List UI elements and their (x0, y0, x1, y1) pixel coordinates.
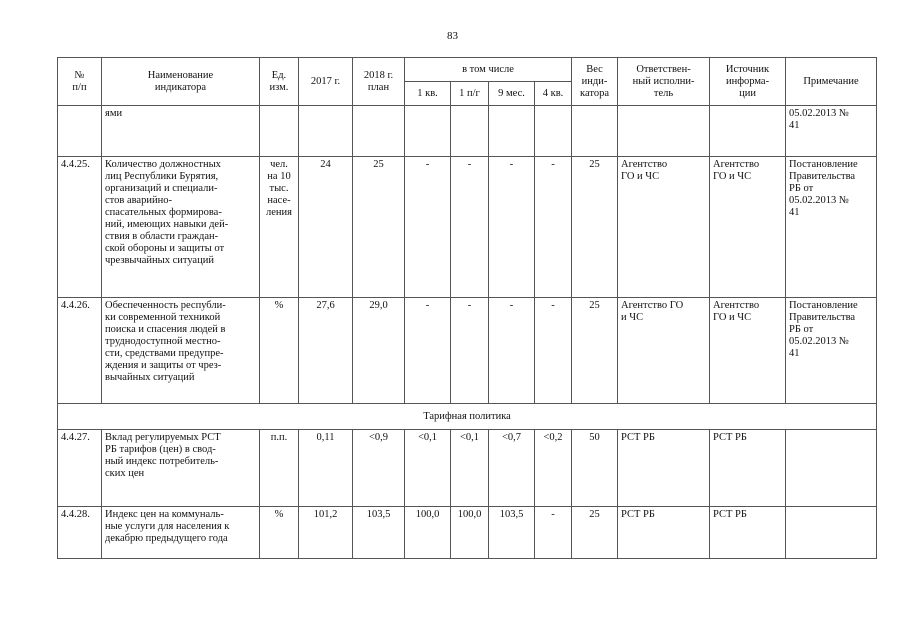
page-number: 83 (447, 30, 458, 42)
cell-source: Агентство ГО и ЧС (710, 298, 786, 404)
cell-q1: 100,0 (405, 507, 451, 559)
cell-source: РСТ РБ (710, 507, 786, 559)
cell-responsible: Агентство ГО и ЧС (618, 157, 710, 298)
header-weight: Вес инди- катора (572, 58, 618, 106)
cell-note: Постановление Правительства РБ от 05.02.2013 № 41 (786, 298, 877, 404)
cell-note: 05.02.2013 № 41 (786, 106, 877, 157)
cell-weight: 50 (572, 430, 618, 507)
cell-9m: <0,7 (489, 430, 535, 507)
cell-name: Вклад регулируемых РСТ РБ тарифов (цен) в свод- ный индекс потребитель- ских цен (102, 430, 260, 507)
cell-9m: - (489, 157, 535, 298)
cell-note: Постановление Правительства РБ от 05.02.2013 № 41 (786, 157, 877, 298)
cell-name: Индекс цен на коммуналь- ные услуги для населения к декабрю предыдущего года (102, 507, 260, 559)
cell-number: 4.4.28. (58, 507, 102, 559)
cell-2017: 0,11 (299, 430, 353, 507)
table-row (58, 430, 877, 507)
cell-number: 4.4.27. (58, 430, 102, 507)
section-row (58, 404, 877, 430)
cell-name: Обеспеченность республи- ки современной техникой поиска и спасения людей в труднодоступной местно- сти, средствами предупре- ждения и защиты от чрез- вычайных ситуаций (102, 298, 260, 404)
cell-name: Количество должностных лиц Республики Бурятия, организаций и специали- стов аварийно- спасательных формирова- ний, имеющих навыки дей- ствия в области граждан- ской обороны и защиты от чрезвычайных ситуаций (102, 157, 260, 298)
table-row (58, 298, 877, 404)
cell-q1: - (405, 157, 451, 298)
cell-q4: - (535, 157, 572, 298)
cell-2018: <0,9 (353, 430, 405, 507)
cell-name: ями (102, 106, 260, 157)
cell-2018: 103,5 (353, 507, 405, 559)
section-title: Тарифная политика (58, 404, 877, 430)
header-h1: 1 п/г (451, 82, 489, 106)
cell-unit: % (260, 298, 299, 404)
header-2018: 2018 г. план (353, 58, 405, 106)
cell-2017: 27,6 (299, 298, 353, 404)
header-num: № п/п (58, 58, 102, 106)
cell-h1: 100,0 (451, 507, 489, 559)
table-body-a (58, 157, 877, 404)
header-9m: 9 мес. (489, 82, 535, 106)
header-responsible: Ответствен- ный исполни- тель (618, 58, 710, 106)
header-name: Наименование индикатора (102, 58, 260, 106)
cell-responsible: РСТ РБ (618, 430, 710, 507)
header-q1: 1 кв. (405, 82, 451, 106)
header-2017: 2017 г. (299, 58, 353, 106)
cell-2018: 25 (353, 157, 405, 298)
cell-note (786, 507, 877, 559)
cell-unit: п.п. (260, 430, 299, 507)
cell-source: РСТ РБ (710, 430, 786, 507)
cell-2017: 24 (299, 157, 353, 298)
indicators-table (57, 57, 877, 559)
cell-number: 4.4.25. (58, 157, 102, 298)
header-q4: 4 кв. (535, 82, 572, 106)
table-row (58, 507, 877, 559)
table-body-b (58, 430, 877, 559)
table-row (58, 157, 877, 298)
cell-2018: 29,0 (353, 298, 405, 404)
cell-q4: <0,2 (535, 430, 572, 507)
cell-q4: - (535, 298, 572, 404)
cell-note (786, 430, 877, 507)
cell-2017: 101,2 (299, 507, 353, 559)
cell-unit: чел. на 10 тыс. насе- ления (260, 157, 299, 298)
cell-q1: - (405, 298, 451, 404)
cell-responsible: Агентство ГО и ЧС (618, 298, 710, 404)
cell-q1: <0,1 (405, 430, 451, 507)
cell-weight: 25 (572, 157, 618, 298)
cell-q4: - (535, 507, 572, 559)
cell-weight: 25 (572, 298, 618, 404)
cell-h1: <0,1 (451, 430, 489, 507)
header-unit: Ед. изм. (260, 58, 299, 106)
cell-source: Агентство ГО и ЧС (710, 157, 786, 298)
cell-unit: % (260, 507, 299, 559)
header-including: в том числе (405, 58, 572, 82)
header-note: Примечание (786, 58, 877, 106)
cell-number: 4.4.26. (58, 298, 102, 404)
cell-9m: - (489, 298, 535, 404)
cell-h1: - (451, 298, 489, 404)
cell-responsible: РСТ РБ (618, 507, 710, 559)
cell-h1: - (451, 157, 489, 298)
header-source: Источник информа- ции (710, 58, 786, 106)
cell-weight: 25 (572, 507, 618, 559)
cell-9m: 103,5 (489, 507, 535, 559)
table-row-continuation (58, 106, 877, 157)
